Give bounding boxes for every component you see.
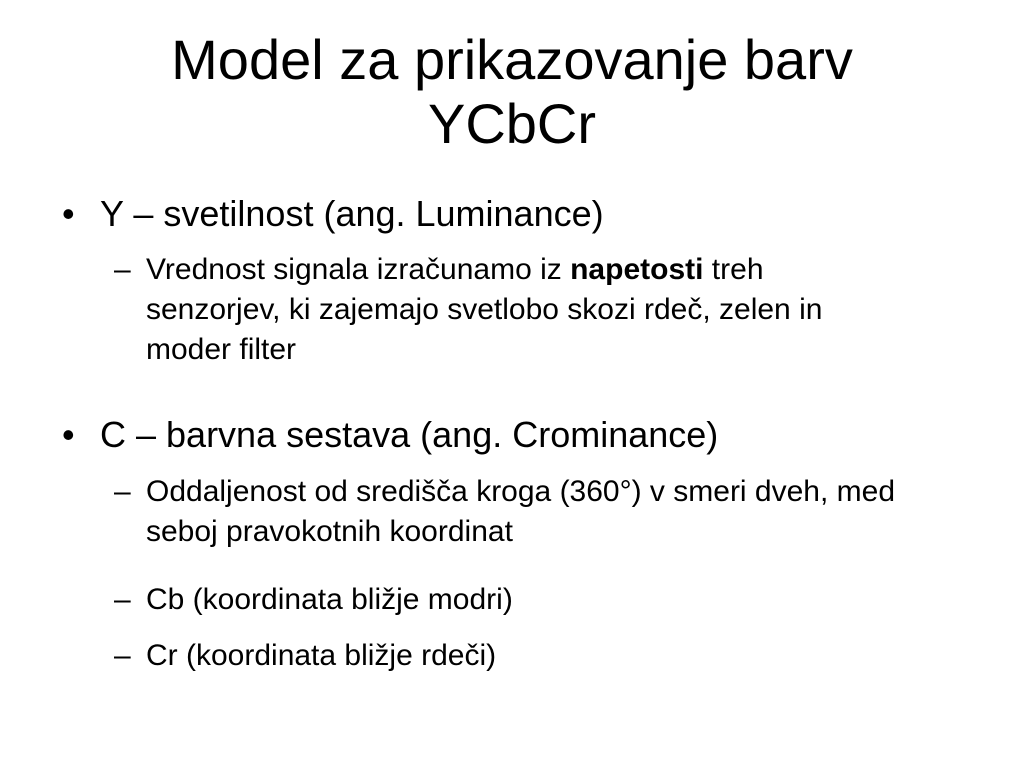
- bullet-marker: •: [62, 414, 75, 455]
- subbullet-bold-text: napetosti: [570, 253, 704, 286]
- bullet-text: Y – svetilnost (ang. Luminance): [100, 193, 604, 234]
- subbullet-text: [146, 250, 904, 370]
- title-line-2: YCbCr: [427, 92, 597, 155]
- subbullet-marker: –: [114, 583, 131, 616]
- title-line-1: Model za prikazovanje barv: [171, 28, 853, 91]
- subbullet-cr: [114, 636, 964, 676]
- subbullet-distance: [114, 472, 964, 552]
- subbullet-marker: –: [114, 253, 131, 286]
- subbullet-cb: [114, 580, 964, 620]
- subbullet-text: Cr (koordinata bližje rdeči): [146, 639, 497, 672]
- subbullet-voltage: [114, 250, 904, 370]
- bullet-marker: •: [62, 193, 75, 234]
- subbullet-text-part: treh senzorjev, ki zajemajo svetlobo skozi rdeč, zelen in moder filter: [146, 253, 823, 366]
- subbullet-marker: –: [114, 639, 131, 672]
- subbullet-text: Cb (koordinata bližje modri): [146, 583, 513, 616]
- subbullet-text: Oddaljenost od središča kroga (360°) v smeri dveh, med seboj pravokotnih koordinat: [146, 475, 896, 548]
- bullet-text: C – barvna sestava (ang. Crominance): [100, 414, 719, 455]
- subbullet-text-part: Vrednost signala izračunamo iz: [146, 253, 571, 286]
- subbullet-marker: –: [114, 475, 131, 508]
